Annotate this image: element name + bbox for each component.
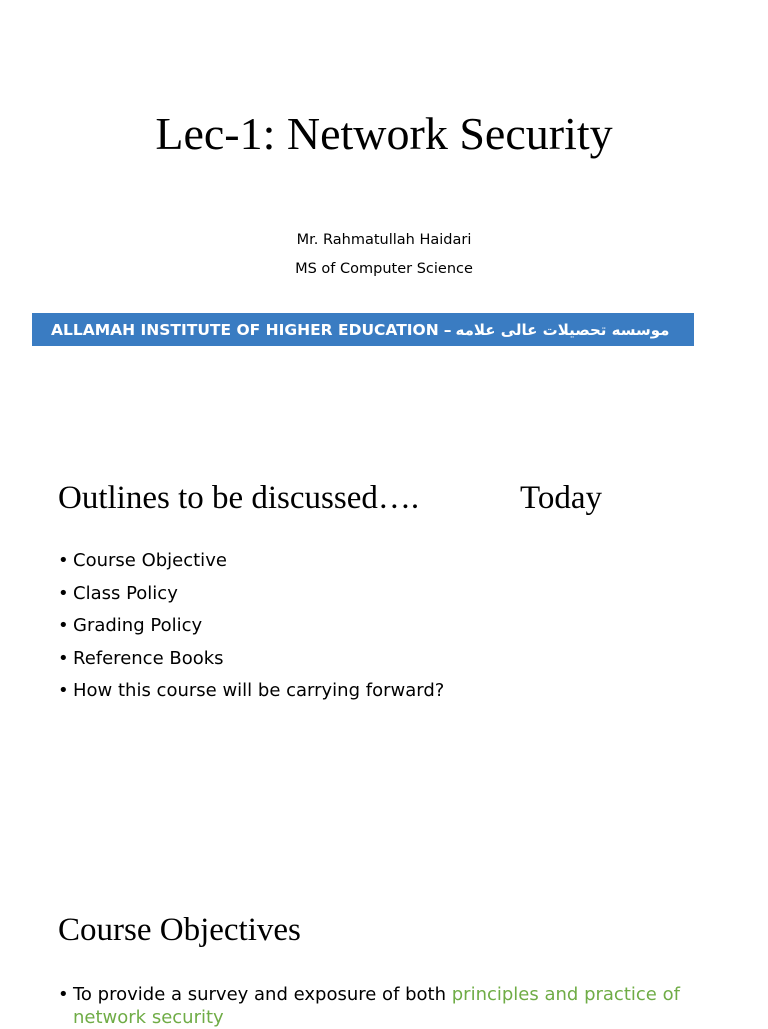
list-item: [58, 680, 444, 713]
bullet-icon: •: [58, 615, 69, 636]
presenter-name: Mr. Rahmatullah Haidari: [296, 232, 472, 248]
list-item: [58, 583, 444, 616]
list-item-text: How this course will be carrying forward?: [73, 680, 445, 701]
bullet-icon: •: [58, 984, 69, 1005]
list-item-text: Reference Books: [73, 647, 224, 669]
list-item-text: Grading Policy: [73, 615, 203, 636]
lecture-title: Lec-1: Network Security: [155, 108, 613, 159]
outlines-slide: [0, 420, 768, 860]
objectives-title: Course Objectives: [58, 912, 301, 948]
bullet-icon: •: [58, 680, 69, 701]
banner-separator: –: [443, 320, 452, 339]
bullet-icon: •: [58, 647, 69, 669]
title-slide: [0, 0, 768, 420]
list-item-text: Class Policy: [73, 582, 178, 604]
bullet-icon: •: [58, 550, 69, 571]
objective-highlight: principles and practice of network security: [73, 984, 680, 1028]
institute-name-persian: موسسه تحصیلات عالی علامه: [455, 320, 670, 339]
outline-list: [58, 550, 444, 713]
outlines-title: Outlines to be discussed….: [58, 480, 420, 516]
list-item: [58, 550, 444, 583]
outlines-title-today: Today: [520, 480, 603, 516]
institute-banner: [32, 313, 694, 346]
objective-list: [58, 983, 698, 1029]
objective-text: To provide a survey and exposure of both: [73, 984, 452, 1005]
list-item: [58, 615, 444, 648]
institute-name-english: ALLAMAH INSTITUTE OF HIGHER EDUCATION: [51, 320, 439, 339]
bullet-icon: •: [58, 582, 69, 604]
presenter-degree: MS of Computer Science: [295, 261, 473, 277]
list-item: [58, 983, 698, 1029]
list-item-text: Course Objective: [73, 550, 227, 571]
objectives-slide: [0, 860, 768, 1028]
list-item: [58, 648, 444, 681]
